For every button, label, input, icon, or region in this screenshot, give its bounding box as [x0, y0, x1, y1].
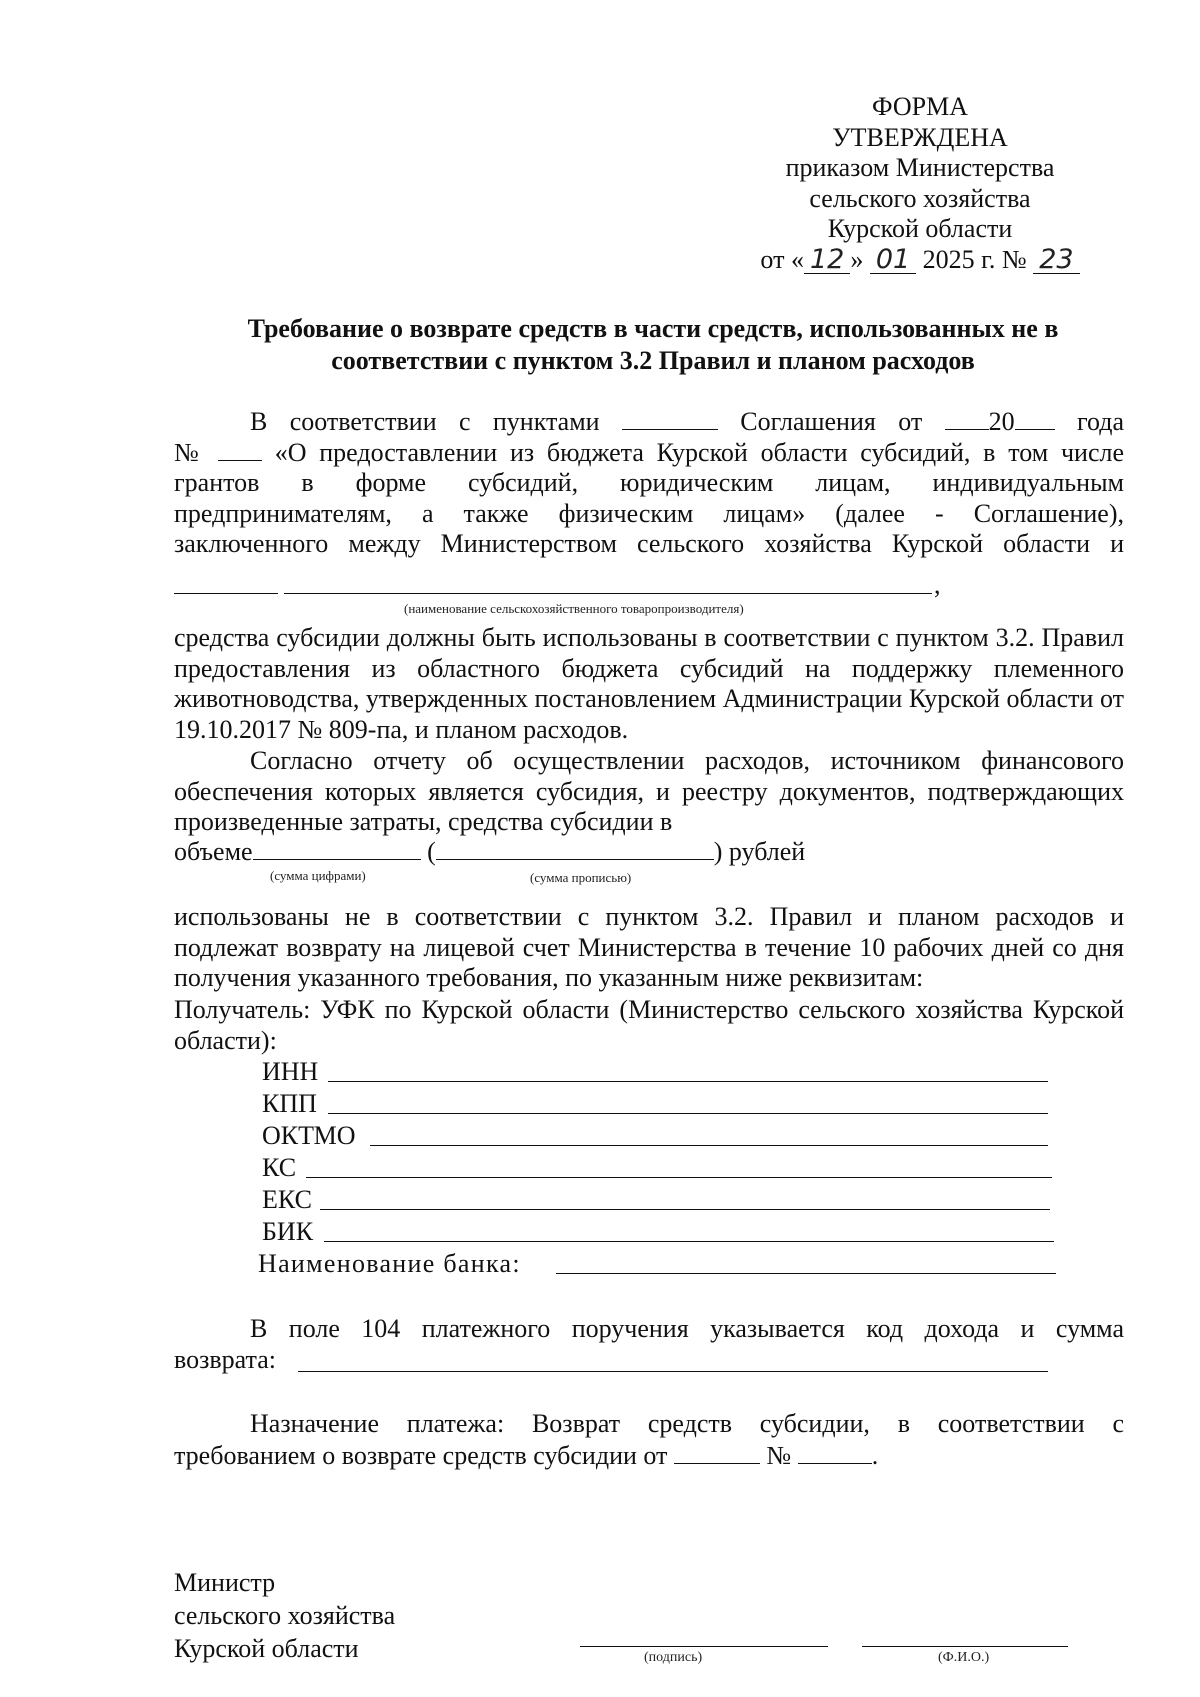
field-inn-line — [328, 1081, 1048, 1082]
blank-agreement-date — [945, 407, 989, 430]
name-line — [862, 1646, 1068, 1647]
paragraph-return: использованы не в соответствии с пунктом 3.2. Правил и планом расходов и подлежат возврату на лицевой счет Министерства в течение 10 рабочих дней со дня получения указанного требования, по указанным ниже реквизитам: — [174, 902, 1124, 992]
signer-ministry: сельского хозяйства — [174, 1601, 396, 1630]
field-kpp: КПП — [262, 1089, 317, 1118]
approval-order-number: 23 — [1033, 247, 1079, 274]
blank-agreement-number — [218, 438, 262, 461]
document-title: Требование о возврате средств в части средств, использованных не в соответствии с пунктом 3.2 Правил и планом расходов — [247, 314, 1059, 375]
signature-block — [174, 1566, 395, 1665]
approval-ministry: сельского хозяйства — [809, 183, 1031, 213]
paragraph-recipient: Получатель: УФК по Курской области (Министерство сельского хозяйства Курской области): — [174, 995, 1124, 1055]
field-bik-line — [324, 1241, 1054, 1242]
paragraph-purpose: Назначение платежа: Возврат средств субсидии, в соответствии с — [250, 1409, 1124, 1438]
field-ks: КС — [262, 1153, 297, 1182]
field-ks-line — [306, 1177, 1052, 1178]
approval-region: Курской области — [827, 214, 1013, 243]
signer-region: Курской области — [174, 1634, 359, 1663]
field-bank: Наименование банка: — [258, 1249, 521, 1278]
caption-name: (Ф.И.О.) — [938, 1650, 990, 1665]
approval-date-line: от « 12 » 01 2025 г. № 23 — [720, 245, 1120, 276]
producer-caption: (наименование сельскохозяйственного товаропроизводителя) — [404, 601, 744, 616]
amount-digits-blank — [253, 837, 421, 860]
blank-agreement-year — [1015, 407, 1055, 430]
signature-line — [580, 1646, 828, 1647]
caption-signature: (подпись) — [644, 1650, 703, 1665]
field-104-line — [298, 1371, 1048, 1372]
purpose-line-2: требованием о возврате средств субсидии от № . — [174, 1441, 879, 1470]
field-oktmo: ОКТМО — [262, 1121, 356, 1150]
approval-month: 01 — [870, 247, 916, 274]
field-bank-line — [556, 1273, 1056, 1274]
approval-block — [720, 92, 1120, 275]
requirement-number-blank — [798, 1441, 872, 1464]
paragraph-field-104: В поле 104 платежного поручения указывается код дохода и сумма — [250, 1314, 1124, 1343]
producer-line-a — [174, 593, 278, 594]
field-bik: БИК — [262, 1217, 314, 1246]
document-page: ФОРМА УТВЕРЖДЕНА приказом Министерства сельского хозяйства Курской области от « 12 » 01 2025 г. № 23 Требование о возврате средств в части средств, использованных не в соответствии с пунктом 3.2 Правил и планом расходов В соответствии с пунктами Соглашения от 20 года № «О предоставлении из бюджета Курской области субсидий, в том числе грантов в форме субсидий, юридическим лицам, индивидуальным предпринимателям, а также физическим лицам» (далее - Соглашение), заключенного между Министерством сельского хозяйства Курской области и , (наименование сельскохозяйственного товаропроизводителя) средства субсидии должны быть использованы в соответствии с пунктом 3.2. Правил предоставления из областного бюджета субсидий на поддержку племенного животноводства, утвержденных постановлением Администрации Курской области от 19.10.2017 № 809-па, и планом расходов. Согласно отчету об осуществлении расходов, источником финансового обеспечения которых является субсидия, и реестру документов, подтверждающих произведенные затраты, средства субсидии в объеме ( ) рублей (сумма цифрами) (сумма прописью) использованы не в соответствии с пунктом 3.2. Правил и планом расходов и подлежат возврату на лицевой счет Министерства в течение 10 рабочих дней со дня получения указанного требования, по указанным ниже реквизитам: Получатель: УФК по Курской области (Министерство сельского хозяйства Курской области): ИНН КПП ОКТМО КС ЕКС БИК Наименование банка: В поле 104 платежного поручения указывается код дохода и сумма возврата: Назначение платежа: Возврат средств субсидии, в соответствии с требованием о возврате средств субсидии от № . Министр сельского хозяйства Курской области (подпись) (Ф.И.О.) — [0, 0, 1200, 1697]
field-oktmo-line — [370, 1145, 1048, 1146]
approval-day: 12 — [804, 247, 850, 274]
caption-digits: (сумма цифрами) — [270, 868, 366, 883]
requirement-date-blank — [674, 1441, 760, 1464]
field-eks-line — [320, 1209, 1050, 1210]
signer-title: Министр — [174, 1568, 276, 1597]
producer-line-b — [284, 593, 932, 594]
approval-approved: УТВЕРЖДЕНА — [832, 122, 1008, 152]
field-kpp-line — [328, 1113, 1048, 1114]
field-inn: ИНН — [262, 1057, 319, 1086]
paragraph-obligation: средства субсидии должны быть использованы в соответствии с пунктом 3.2. Правил предоставления из областного бюджета субсидий на поддержку племенного животноводства, утвержденных постановлением Администрации Курской области от 19.10.2017 № 809-па, и планом расходов. — [174, 623, 1124, 744]
caption-words: (сумма прописью) — [530, 870, 632, 885]
blank-clauses — [622, 407, 718, 430]
amount-line: объеме ( ) рублей — [174, 837, 806, 866]
amount-words-blank — [436, 837, 714, 860]
field-eks: ЕКС — [262, 1185, 312, 1214]
paragraph-agreement: В соответствии с пунктами Соглашения от 20 года № «О предоставлении из бюджета Курской области субсидий, в том числе грантов в форме субсидий, юридическим лицам, индивидуальным предпринимателям, а также физическим лицам» (далее - Соглашение), заключенного между Министерством сельского хозяйства Курской области и — [174, 407, 1125, 558]
approval-form: ФОРМА — [872, 92, 968, 121]
paragraph-report: Согласно отчету об осуществлении расходов, источником финансового обеспечения которых является субсидия, и реестру документов, подтверждающих произведенные затраты, средства субсидии в — [174, 746, 1124, 836]
approval-order: приказом Министерства — [785, 153, 1055, 182]
